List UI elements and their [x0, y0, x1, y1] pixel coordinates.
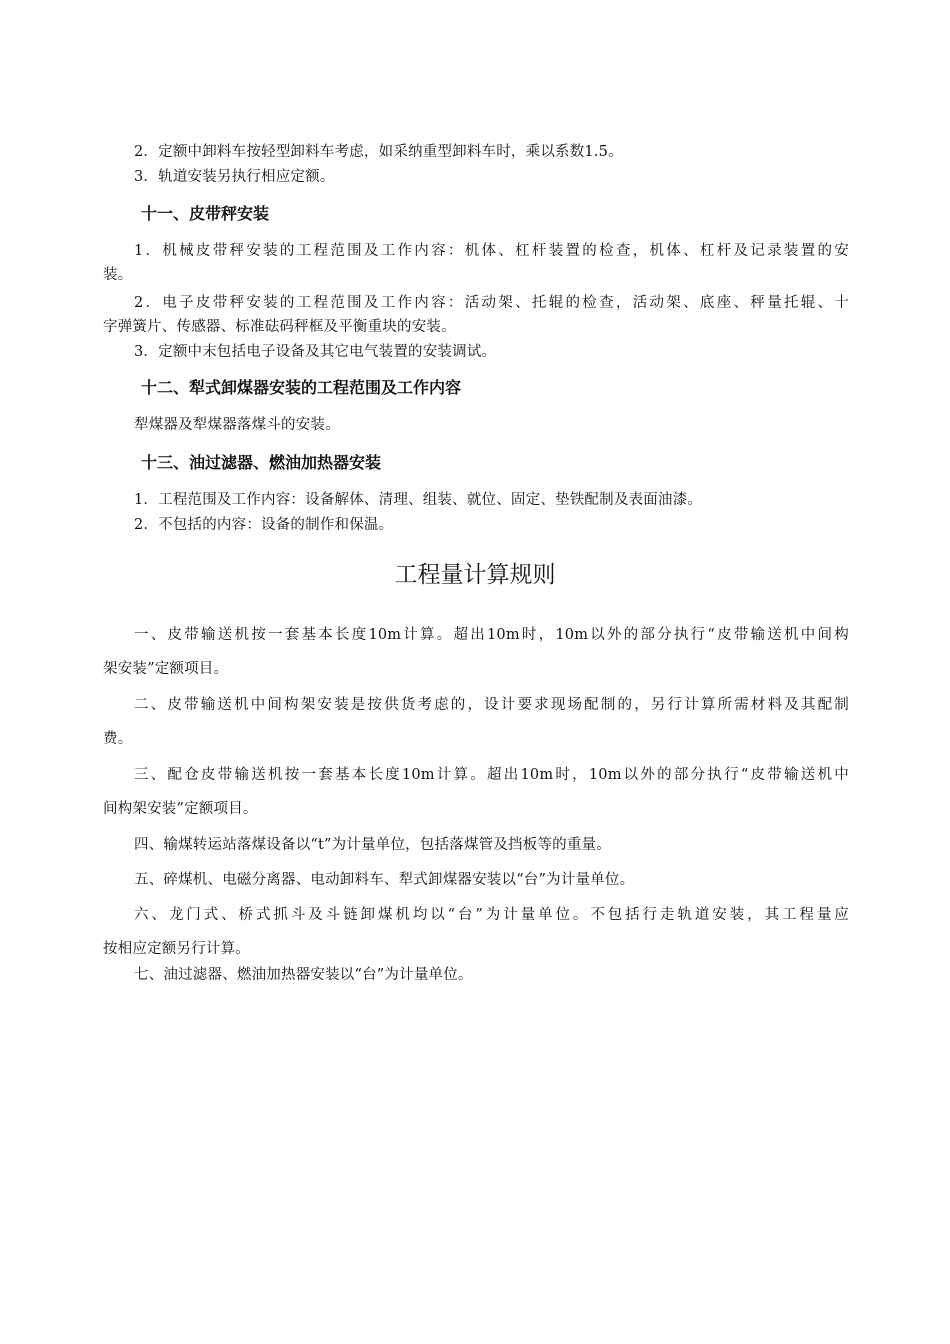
- paragraph-unloader-coefficient: 2．定额中卸料车按轻型卸料车考虑，如采纳重型卸料车时，乘以系数1.5。: [134, 144, 623, 160]
- paragraph-electronic-scale-line1: 2．电子皮带秤安装的工程范围及工作内容：活动架、托辊的检查，活动架、底座、秤量托辊、十: [134, 295, 849, 311]
- paragraph-mechanical-scale-line1: 1．机械皮带秤安装的工程范围及工作内容：机体、杠杆装置的检查，机体、杠杆及记录装置的安: [134, 243, 849, 259]
- paragraph-mechanical-scale-line2: 装。: [103, 267, 133, 283]
- paragraph-oil-filter-scope: 1．工程范围及工作内容：设备解体、清理、组装、就位、固定、垫铁配制及表面油漆。: [134, 492, 703, 508]
- heading-oil-filter: 十三、油过滤器、燃油加热器安装: [141, 453, 382, 472]
- rule-6-line1: 六、龙门式、桥式抓斗及斗链卸煤机均以“台”为计量单位。不包括行走轨道安装，其工程量应: [134, 907, 849, 923]
- rule-1-line2: 架安装”定额项目。: [103, 661, 229, 677]
- paragraph-oil-filter-excluded: 2．不包括的内容：设备的制作和保温。: [134, 517, 394, 533]
- paragraph-track-installation: 3．轨道安装另执行相应定额。: [134, 169, 335, 185]
- rule-5: 五、碎煤机、电磁分离器、电动卸料车、犁式卸煤器安装以“台”为计量单位。: [134, 872, 635, 888]
- paragraph-electronic-excluded: 3．定额中末包括电子设备及其它电气装置的安装调试。: [134, 344, 497, 360]
- heading-plow-unloader: 十二、犁式卸煤器安装的工程范围及工作内容: [141, 378, 462, 397]
- rule-4: 四、输煤转运站落煤设备以“t”为计量单位，包括落煤管及挡板等的重量。: [134, 837, 611, 853]
- rule-2-line2: 费。: [103, 731, 133, 747]
- heading-belt-scale: 十一、皮带秤安装: [141, 204, 270, 223]
- rule-1-line1: 一、皮带输送机按一套基本长度10m计算。超出10m时，10m以外的部分执行“皮带输送机中间构: [134, 627, 849, 643]
- rule-6-line2: 按相应定额另行计算。: [103, 941, 250, 957]
- rule-3-line2: 间构架安装”定额项目。: [103, 801, 258, 817]
- section-title-quantity-rules: 工程量计算规则: [394, 562, 556, 588]
- rule-3-line1: 三、配仓皮带输送机按一套基本长度10m计算。超出10m时，10m以外的部分执行“皮带输送机中: [134, 767, 849, 783]
- rule-7: 七、油过滤器、燃油加热器安装以“台”为计量单位。: [134, 967, 473, 983]
- paragraph-plow-unloader: 犁煤器及犁煤器落煤斗的安装。: [134, 417, 340, 433]
- rule-2-line1: 二、皮带输送机中间构架安装是按供货考虑的，设计要求现场配制的，另行计算所需材料及其配制: [134, 697, 849, 713]
- paragraph-electronic-scale-line2: 字弹簧片、传感器、标准砝码秤框及平衡重块的安装。: [103, 319, 456, 335]
